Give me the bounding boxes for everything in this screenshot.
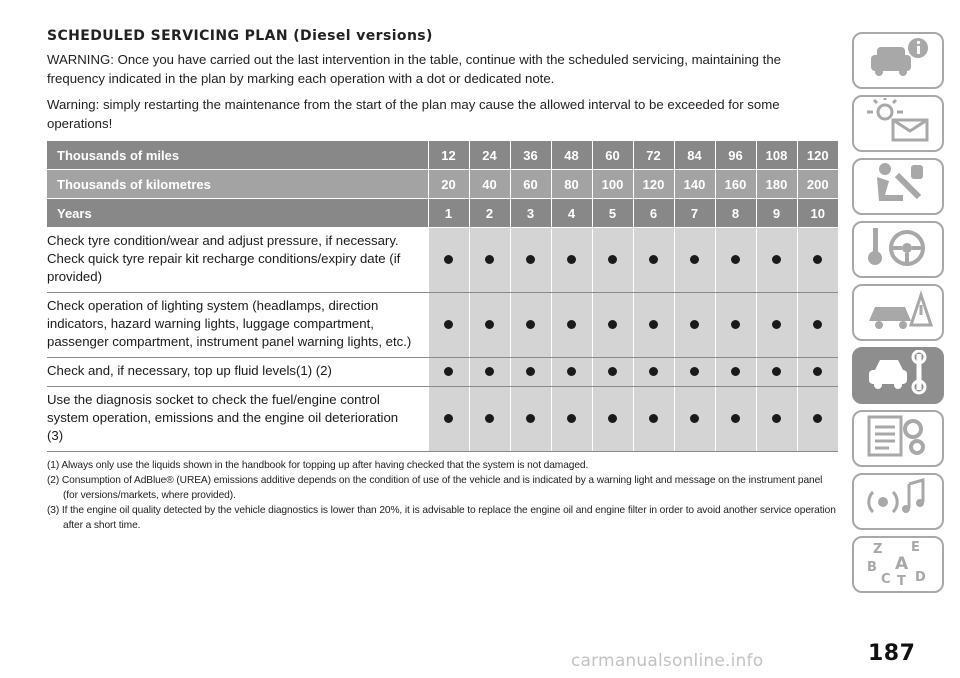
- header-value-miles: 48: [551, 141, 592, 170]
- header-value-years: 2: [469, 199, 510, 228]
- service-dot-mark: [526, 414, 535, 423]
- service-dot-mark: [813, 414, 822, 423]
- interval-cell: [551, 387, 592, 452]
- interval-cell: [551, 358, 592, 387]
- service-dot-mark: [567, 255, 576, 264]
- header-value-kilometres: 80: [551, 170, 592, 199]
- header-value-miles: 12: [428, 141, 469, 170]
- footnote-2: (2) Consumption of AdBlue® (UREA) emissions additive depends on the condition of use of the vehicle and is indicated by a warning light and message on the instrument panel (for versions/markets, where provided).: [47, 475, 823, 501]
- header-value-years: 5: [592, 199, 633, 228]
- service-dot-mark: [567, 414, 576, 423]
- svg-text:C: C: [881, 572, 891, 585]
- interval-cell: [674, 293, 715, 358]
- service-dot-mark: [731, 367, 740, 376]
- chapter-sidebar: [852, 32, 946, 599]
- service-dot-mark: [690, 320, 699, 329]
- header-label-kilometres: Thousands of kilometres: [47, 170, 428, 199]
- header-value-years: 4: [551, 199, 592, 228]
- restart-warning-paragraph: Warning: simply restarting the maintenance from the start of the plan may cause the allowed interval to be exceeded for some operations!: [47, 97, 780, 131]
- interval-cell: [510, 228, 551, 293]
- service-dot-mark: [731, 255, 740, 264]
- technical-data-icon: [863, 413, 933, 464]
- interval-cell: [469, 358, 510, 387]
- header-label-miles: Thousands of miles: [47, 141, 428, 170]
- footnote-1: (1) Always only use the liquids shown in the handbook for topping up after having checked that the system is not damaged.: [47, 460, 589, 471]
- service-dot-mark: [485, 320, 494, 329]
- car-info-icon: [863, 35, 933, 86]
- interval-cell: [633, 387, 674, 452]
- service-dot-mark: [772, 255, 781, 264]
- interval-cell: [428, 387, 469, 452]
- service-dot-mark: [567, 320, 576, 329]
- interval-cell: [715, 228, 756, 293]
- chapter-tab[interactable]: [852, 221, 944, 278]
- header-row-miles: [47, 141, 838, 170]
- operation-row: [47, 293, 838, 358]
- header-value-years: 7: [674, 199, 715, 228]
- service-dot-mark: [608, 414, 617, 423]
- service-dot-mark: [690, 367, 699, 376]
- header-value-miles: 120: [797, 141, 838, 170]
- operation-description: Use the diagnosis socket to check the fuel/engine control system operation, emissions and the engine oil deterioration (3): [47, 387, 428, 452]
- interval-cell: [633, 293, 674, 358]
- interval-cell: [592, 228, 633, 293]
- page-content: [47, 28, 837, 533]
- interval-cell: [592, 387, 633, 452]
- service-dot-mark: [526, 367, 535, 376]
- interval-cell: [469, 228, 510, 293]
- interval-cell: [428, 293, 469, 358]
- header-value-kilometres: 200: [797, 170, 838, 199]
- interval-cell: [469, 293, 510, 358]
- seat-airbag-icon: [863, 161, 933, 212]
- warning-lights-message-icon: [863, 98, 933, 149]
- interval-cell: [469, 387, 510, 452]
- interval-cell: [510, 387, 551, 452]
- header-value-years: 6: [633, 199, 674, 228]
- header-value-miles: 108: [756, 141, 797, 170]
- interval-cell: [428, 228, 469, 293]
- header-value-kilometres: 20: [428, 170, 469, 199]
- interval-cell: [756, 358, 797, 387]
- operation-row: [47, 387, 838, 452]
- warning-paragraph: WARNING: Once you have carried out the last intervention in the table, continue with the scheduled servicing, maintaining the frequency indicated in the plan by marking each operation with a dot or dedicated note.: [47, 52, 782, 86]
- footnote-3: (3) If the engine oil quality detected by the vehicle diagnostics is lower than 20%, it is advisable to replace the engine oil and engine filter in order to avoid another service operation after a short time.: [47, 505, 836, 531]
- header-label-years: Years: [47, 199, 428, 228]
- chapter-tab[interactable]: [852, 473, 944, 530]
- interval-cell: [797, 387, 838, 452]
- service-dot-mark: [567, 367, 576, 376]
- service-dot-mark: [608, 367, 617, 376]
- chapter-tab[interactable]: [852, 347, 944, 404]
- service-dot-mark: [485, 414, 494, 423]
- service-dot-mark: [444, 320, 453, 329]
- page-number: 187: [868, 641, 916, 666]
- header-value-years: 10: [797, 199, 838, 228]
- svg-text:B: B: [867, 560, 877, 575]
- interval-cell: [674, 228, 715, 293]
- interval-cell: [797, 293, 838, 358]
- header-value-miles: 24: [469, 141, 510, 170]
- svg-text:T: T: [897, 574, 906, 585]
- service-dot-mark: [649, 414, 658, 423]
- page-title: SCHEDULED SERVICING PLAN (Diesel versions): [47, 28, 433, 44]
- service-dot-mark: [485, 367, 494, 376]
- interval-cell: [551, 293, 592, 358]
- chapter-tab[interactable]: [852, 158, 944, 215]
- service-dot-mark: [772, 367, 781, 376]
- service-dot-mark: [649, 320, 658, 329]
- service-dot-mark: [608, 255, 617, 264]
- header-value-years: 3: [510, 199, 551, 228]
- header-row-years: [47, 199, 838, 228]
- interval-cell: [715, 358, 756, 387]
- servicing-plan-table: [47, 141, 838, 452]
- svg-text:E: E: [911, 540, 920, 555]
- header-value-kilometres: 60: [510, 170, 551, 199]
- header-row-kilometres: [47, 170, 838, 199]
- index-letters-icon: [863, 539, 933, 590]
- chapter-tab[interactable]: [852, 284, 944, 341]
- interval-cell: [592, 293, 633, 358]
- interval-cell: [510, 293, 551, 358]
- svg-text:D: D: [915, 570, 926, 585]
- service-dot-mark: [526, 255, 535, 264]
- header-value-kilometres: 180: [756, 170, 797, 199]
- header-value-miles: 96: [715, 141, 756, 170]
- operation-description: Check operation of lighting system (headlamps, direction indicators, hazard warning lights, luggage compartment, passenger compartment, instrument panel warning lights, etc.): [47, 293, 428, 358]
- service-dot-mark: [813, 367, 822, 376]
- chapter-tab[interactable]: [852, 536, 944, 593]
- operation-description: Check and, if necessary, top up fluid levels(1) (2): [47, 358, 428, 387]
- chapter-tab[interactable]: [852, 410, 944, 467]
- header-value-kilometres: 100: [592, 170, 633, 199]
- operation-description: Check tyre condition/wear and adjust pressure, if necessary. Check quick tyre repair kit recharge conditions/expiry date (if provided): [47, 228, 428, 293]
- chapter-tab[interactable]: [852, 32, 944, 89]
- header-value-years: 1: [428, 199, 469, 228]
- svg-text:A: A: [895, 554, 909, 574]
- interval-cell: [592, 358, 633, 387]
- service-dot-mark: [813, 255, 822, 264]
- service-dot-mark: [485, 255, 494, 264]
- header-value-miles: 84: [674, 141, 715, 170]
- car-breakdown-icon: [863, 287, 933, 338]
- car-maintenance-icon: [863, 350, 933, 401]
- header-value-kilometres: 140: [674, 170, 715, 199]
- interval-cell: [797, 228, 838, 293]
- service-dot-mark: [731, 320, 740, 329]
- header-value-kilometres: 40: [469, 170, 510, 199]
- service-dot-mark: [772, 414, 781, 423]
- service-dot-mark: [690, 414, 699, 423]
- interval-cell: [715, 293, 756, 358]
- header-value-miles: 60: [592, 141, 633, 170]
- interval-cell: [674, 387, 715, 452]
- header-value-kilometres: 120: [633, 170, 674, 199]
- header-value-years: 8: [715, 199, 756, 228]
- operation-row: [47, 358, 838, 387]
- service-dot-mark: [649, 255, 658, 264]
- service-dot-mark: [444, 255, 453, 264]
- service-dot-mark: [444, 367, 453, 376]
- interval-cell: [715, 387, 756, 452]
- footnotes: [47, 458, 837, 533]
- multimedia-icon: [863, 476, 933, 527]
- service-dot-mark: [731, 414, 740, 423]
- interval-cell: [797, 358, 838, 387]
- header-value-years: 9: [756, 199, 797, 228]
- key-steering-wheel-icon: [863, 224, 933, 275]
- interval-cell: [674, 358, 715, 387]
- header-value-kilometres: 160: [715, 170, 756, 199]
- operation-row: [47, 228, 838, 293]
- service-dot-mark: [813, 320, 822, 329]
- header-value-miles: 72: [633, 141, 674, 170]
- interval-cell: [756, 293, 797, 358]
- interval-cell: [756, 228, 797, 293]
- service-dot-mark: [608, 320, 617, 329]
- chapter-tab[interactable]: [852, 95, 944, 152]
- service-dot-mark: [772, 320, 781, 329]
- watermark: carmanualsonline.info: [571, 651, 764, 671]
- interval-cell: [633, 358, 674, 387]
- interval-cell: [756, 387, 797, 452]
- svg-text:Z: Z: [873, 542, 883, 557]
- service-dot-mark: [444, 414, 453, 423]
- interval-cell: [633, 228, 674, 293]
- service-dot-mark: [526, 320, 535, 329]
- header-value-miles: 36: [510, 141, 551, 170]
- service-dot-mark: [690, 255, 699, 264]
- interval-cell: [428, 358, 469, 387]
- interval-cell: [510, 358, 551, 387]
- service-dot-mark: [649, 367, 658, 376]
- interval-cell: [551, 228, 592, 293]
